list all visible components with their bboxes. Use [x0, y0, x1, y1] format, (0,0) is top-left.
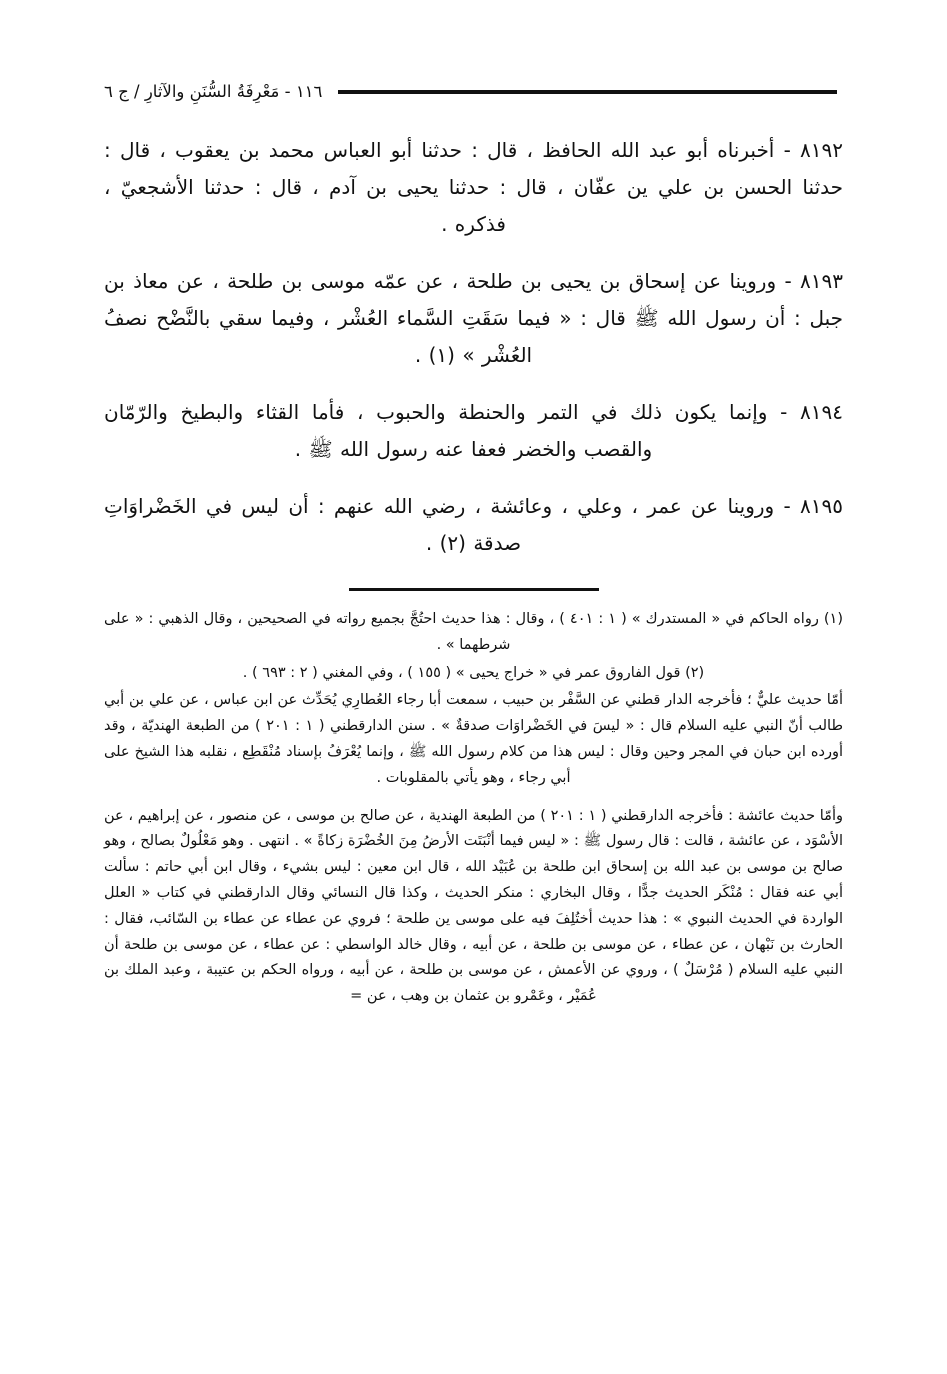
- header-title: ١١٦ - مَعْرِفَةُ السُّنَنِ والآثارِ / ج ٦: [104, 81, 323, 101]
- paragraph-8193: ٨١٩٣ - وروينا عن إسحاق بن يحيى بن طلحة ، عن عمّه موسى بن طلحة ، عن معاذ بن جبل : أن رسول الله ﷺ قال : « فيما سَقَتِ السَّماء العُشْر ، وفيما سقي بالنَّضْح نصفُ العُشْر » (١) .: [104, 269, 843, 367]
- paragraph-8195: ٨١٩٥ - وروينا عن عمر ، وعلي ، وعائشة ، رضي الله عنهم : أن ليس في الخَضْراوَاتِ صدقة (٢) .: [104, 494, 843, 555]
- footnote-separator-wrap: [104, 588, 843, 591]
- document-body: [104, 132, 843, 562]
- page-header: [104, 74, 843, 108]
- footnote-block-ali: أمّا حديث عليٌّ ؛ فأخرجه الدار قطني عن السَّفْر بن حبيب ، سمعت أبا رجاء العُطارِي يُحَدِّث عن ابن عباس ، عن علي بن أبي طالب أنّ النبي عليه السلام قال : « ليسَ في الخَضْراوَات صدقةٌ » . سنن الدارقطني ( ١ : ٢٠١ ) من الطبعة الهنديّة ، وقد أورده ابن حبان في المجر وحين وقال : ليس هذا من كلام رسول الله ﷺ ، وإنما يُعْرَفُ بإسناد مُنْقَطِع ، نقلبه هذا الشيخ على أبي رجاء ، وهو يأتي بالمقلوبات .: [104, 692, 843, 786]
- footnotes-section: [104, 607, 843, 1010]
- header-rule: [338, 90, 837, 94]
- footnote-block-aisha: وأمّا حديث عائشة : فأخرجه الدارقطني ( ١ : ٢٠١ ) من الطبعة الهندية ، عن صالح بن موسى ، عن منصور ، عن إبراهيم ، عن الأسْوَد ، عن عائشة ، قالت : قال رسول ﷺ : « ليس فيما أنْبَتَت الأرضُ مِنَ الخُضْرَة زكاةً » . انتهى . وهو مَعْلُولٌ بصالح ، وهو صالح بن موسى بن عبد الله بن إسحاق ابن طلحة بن عُبَيْد الله ، قال ابن معين : ليس بشيء ، وقال ابن أبي حاتم : سألت أبي عنه فقال : مُنْكَر الحديث جدًّا ، وقال البخاري : منكر الحديث ، وكذا قال النسائي وقال الدارقطني في كتاب « العلل الواردة في الحديث النبوي » : هذا حديث أختُلِفَ فيه على موسى ين طلحة ؛ فروي عن عطاء عن عطاء بن السّائب، فقال : الحارث بن نَبْهان ، عن عطاء ، عن موسى بن طلحة ، عن أبيه ، وقال خالد الواسطي : عن عطاء ، عن موسى بن طلحة أن النبي عليه السلام ( مُرْسَلٌ ) ، وروي عن الأعمش ، عن موسى بن طلحة ، عن أبيه ، ورواه الحكم بن عتيبة ، وعبد الملك بن عُمَيْر ، وعَمْرو بن عثمان بن وهب ، عن =: [104, 807, 843, 1005]
- paragraph-8194: ٨١٩٤ - وإنما يكون ذلك في التمر والحنطة والحبوب ، فأما القثاء والبطيخ والرّمّان والقصب والخضر فعفا عنه رسول الله ﷺ .: [104, 400, 843, 461]
- footnote-item-2: (٢) قول الفاروق عمر في « خراج يحيى » ( ١٥٥ ) ، وفي المغني ( ٢ : ٦٩٣ ) .: [242, 664, 705, 681]
- footnote-item-1: (١) رواه الحاكم في « المستدرك » ( ١ : ٤٠١ ) ، وقال : هذا حديث احتُجَّ بجميع رواته في الصحيحين ، وقال الذهبي : « على شرطهما » .: [104, 611, 844, 653]
- paragraph-8192: ٨١٩٢ - أخبرناه أبو عبد الله الحافظ ، قال : حدثنا أبو العباس محمد بن يعقوب ، قال : حدثنا الحسن بن علي ين عفّان ، قال : حدثنا يحيى بن آدم ، قال : حدثنا الأشجعيّ ، فذكره .: [104, 138, 843, 236]
- footnote-separator: [349, 588, 599, 591]
